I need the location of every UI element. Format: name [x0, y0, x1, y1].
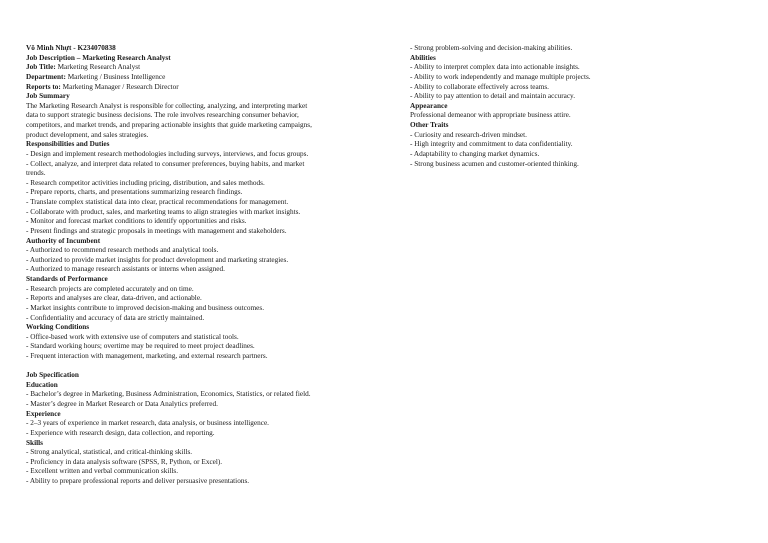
education-list [26, 390, 371, 409]
appearance-heading: Appearance [410, 101, 448, 110]
list-item: - High integrity and commitment to data confidentiality. [410, 140, 573, 149]
job-summary-heading: Job Summary [26, 92, 70, 101]
text-line: The Marketing Research Analyst is responsible for collecting, analyzing, and interpreting market [26, 101, 308, 110]
text-line: data to support strategic business decisions. The role involves researching consumer behavior, [26, 111, 299, 120]
reports-to-row [26, 83, 371, 93]
responsibilities-heading: Responsibilities and Duties [26, 140, 110, 149]
list-item: - Monitor and forecast market conditions to identify opportunities and risks. [26, 217, 247, 226]
list-item: - Master’s degree in Market Research or Data Analytics preferred. [26, 400, 218, 409]
list-item: - Ability to pay attention to detail and maintain accuracy. [410, 92, 576, 101]
list-item: - Research projects are completed accurately and on time. [26, 284, 194, 293]
list-item: - Standard working hours; overtime may be required to meet project deadlines. [26, 342, 255, 351]
list-item: trends. [26, 169, 46, 178]
abilities-heading: Abilities [410, 53, 436, 62]
reports-to-label: Reports to: [26, 82, 61, 91]
appearance-text [410, 111, 750, 121]
skills-list-continued [410, 44, 750, 54]
list-item: - Authorized to manage research assistants or interns when assigned. [26, 265, 225, 274]
skills-list [26, 448, 371, 487]
list-item: - Strong problem-solving and decision-making abilities. [410, 44, 573, 52]
authority-heading: Authority of Incumbent [26, 236, 101, 245]
working-conditions-heading: Working Conditions [26, 323, 90, 332]
list-item: - Confidentiality and accuracy of data are strictly maintained. [26, 313, 205, 322]
list-item: - Experience with research design, data collection, and reporting. [26, 428, 215, 437]
text-line: product development, and sales strategies. [26, 130, 149, 139]
responsibilities-list [26, 150, 371, 237]
text-line: competitors, and market trends, and preparing actionable insights that guide marketing campaigns, [26, 121, 312, 129]
reports-to-value: Marketing Manager / Research Director [60, 82, 179, 91]
working-conditions-list [26, 333, 371, 362]
list-item: - 2–3 years of experience in market research, data analysis, or business intelligence. [26, 419, 269, 428]
list-item: - Authorized to provide market insights for product development and marketing strategies. [26, 255, 289, 264]
experience-list [26, 419, 371, 438]
list-item: - Ability to interpret complex data into actionable insights. [410, 63, 580, 72]
list-item: - Ability to work independently and manage multiple projects. [410, 72, 591, 81]
job-summary-text [26, 102, 371, 141]
job-title-row [26, 63, 371, 73]
list-item: - Authorized to recommend research methods and analytical tools. [26, 246, 219, 255]
list-item: - Design and implement research methodologies including surveys, interviews, and focus groups. [26, 149, 309, 158]
list-item: - Adaptability to changing market dynamics. [410, 149, 540, 158]
document-title: Job Description – Marketing Research Analyst [26, 53, 171, 62]
experience-heading: Experience [26, 409, 61, 418]
list-item: - Curiosity and research-driven mindset. [410, 130, 527, 139]
section-gap [26, 362, 371, 372]
authority-list [26, 246, 371, 275]
list-item: - Excellent written and verbal communication skills. [26, 467, 179, 476]
right-column [410, 44, 750, 169]
list-item: - Translate complex statistical data into clear, practical recommendations for management. [26, 198, 289, 206]
abilities-list [410, 63, 750, 102]
list-item: - Strong business acumen and customer-oriented thinking. [410, 159, 579, 168]
left-column [26, 44, 371, 487]
department-label: Department: [26, 72, 66, 81]
job-title-value: Marketing Research Analyst [55, 63, 141, 72]
skills-heading: Skills [26, 438, 43, 447]
list-item: - Collaborate with product, sales, and marketing teams to align strategies with market insights. [26, 207, 301, 216]
list-item: - Research competitor activities including pricing, distribution, and sales methods. [26, 178, 265, 187]
list-item: - Collect, analyze, and interpret data related to consumer preferences, buying habits, and market [26, 159, 305, 168]
department-value: Marketing / Business Intelligence [65, 72, 166, 81]
list-item: - Strong analytical, statistical, and critical-thinking skills. [26, 448, 193, 457]
education-heading: Education [26, 380, 58, 389]
list-item: - Ability to prepare professional reports and deliver persuasive presentations. [26, 477, 250, 486]
author-line: Võ Minh Nhựt - K234070838 [26, 44, 116, 52]
job-title-label: Job Title: [26, 63, 56, 72]
job-specification-title: Job Specification [26, 371, 79, 380]
list-item: - Office-based work with extensive use of computers and statistical tools. [26, 332, 239, 341]
other-traits-heading: Other Traits [410, 121, 449, 129]
list-item: - Frequent interaction with management, marketing, and external research partners. [26, 352, 268, 360]
department-row [26, 73, 371, 83]
list-item: - Prepare reports, charts, and presentations summarizing research findings. [26, 188, 243, 197]
list-item: - Reports and analyses are clear, data-driven, and actionable. [26, 294, 202, 303]
other-traits-list [410, 131, 750, 170]
list-item: - Present findings and strategic proposals in meetings with management and stakeholders. [26, 226, 287, 235]
list-item: - Proficiency in data analysis software (SPSS, R, Python, or Excel). [26, 457, 223, 466]
text-line: Professional demeanor with appropriate business attire. [410, 111, 571, 120]
list-item: - Ability to collaborate effectively across teams. [410, 82, 549, 91]
list-item: - Bachelor’s degree in Marketing, Business Administration, Economics, Statistics, or related field. [26, 390, 311, 399]
standards-heading: Standards of Performance [26, 275, 108, 283]
standards-list [26, 285, 371, 324]
list-item: - Market insights contribute to improved decision-making and business outcomes. [26, 303, 265, 312]
